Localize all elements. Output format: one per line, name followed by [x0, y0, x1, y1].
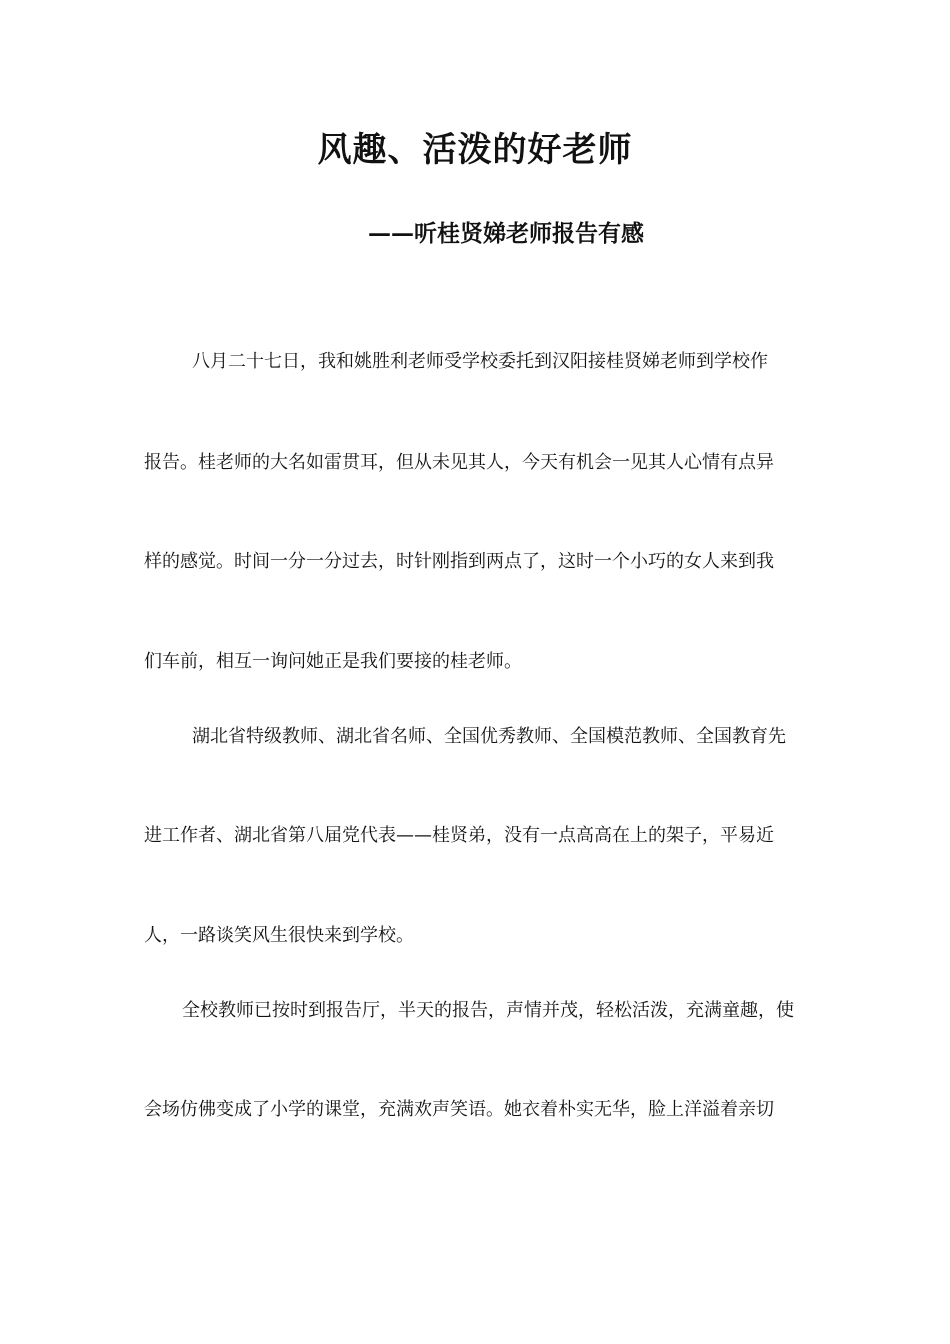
paragraph-line: 进工作者、湖北省第八届党代表——桂贤弟，没有一点高高在上的架子，平易近: [144, 825, 774, 846]
document-title: 风趣、活泼的好老师: [317, 130, 633, 170]
paragraph-line: 会场仿佛变成了小学的课堂，充满欢声笑语。她衣着朴实无华，脸上洋溢着亲切: [144, 1099, 774, 1120]
paragraph-line: 八月二十七日，我和姚胜利老师受学校委托到汉阳接桂贤娣老师到学校作: [192, 351, 768, 372]
paragraph-line: 全校教师已按时到报告厅，半天的报告，声情并茂，轻松活泼，充满童趣，使: [182, 1000, 794, 1021]
paragraph-line: 报告。桂老师的大名如雷贯耳，但从未见其人，今天有机会一见其人心情有点异: [144, 452, 774, 473]
paragraph-line: 样的感觉。时间一分一分过去，时针刚指到两点了，这时一个小巧的女人来到我: [144, 551, 774, 572]
paragraph-line: 们车前，相互一询问她正是我们要接的桂老师。: [144, 651, 522, 672]
paragraph-line: 人，一路谈笑风生很快来到学校。: [144, 925, 414, 946]
document-subtitle: ——听桂贤娣老师报告有感: [368, 220, 644, 247]
paragraph-line: 湖北省特级教师、湖北省名师、全国优秀教师、全国模范教师、全国教育先: [192, 726, 786, 747]
